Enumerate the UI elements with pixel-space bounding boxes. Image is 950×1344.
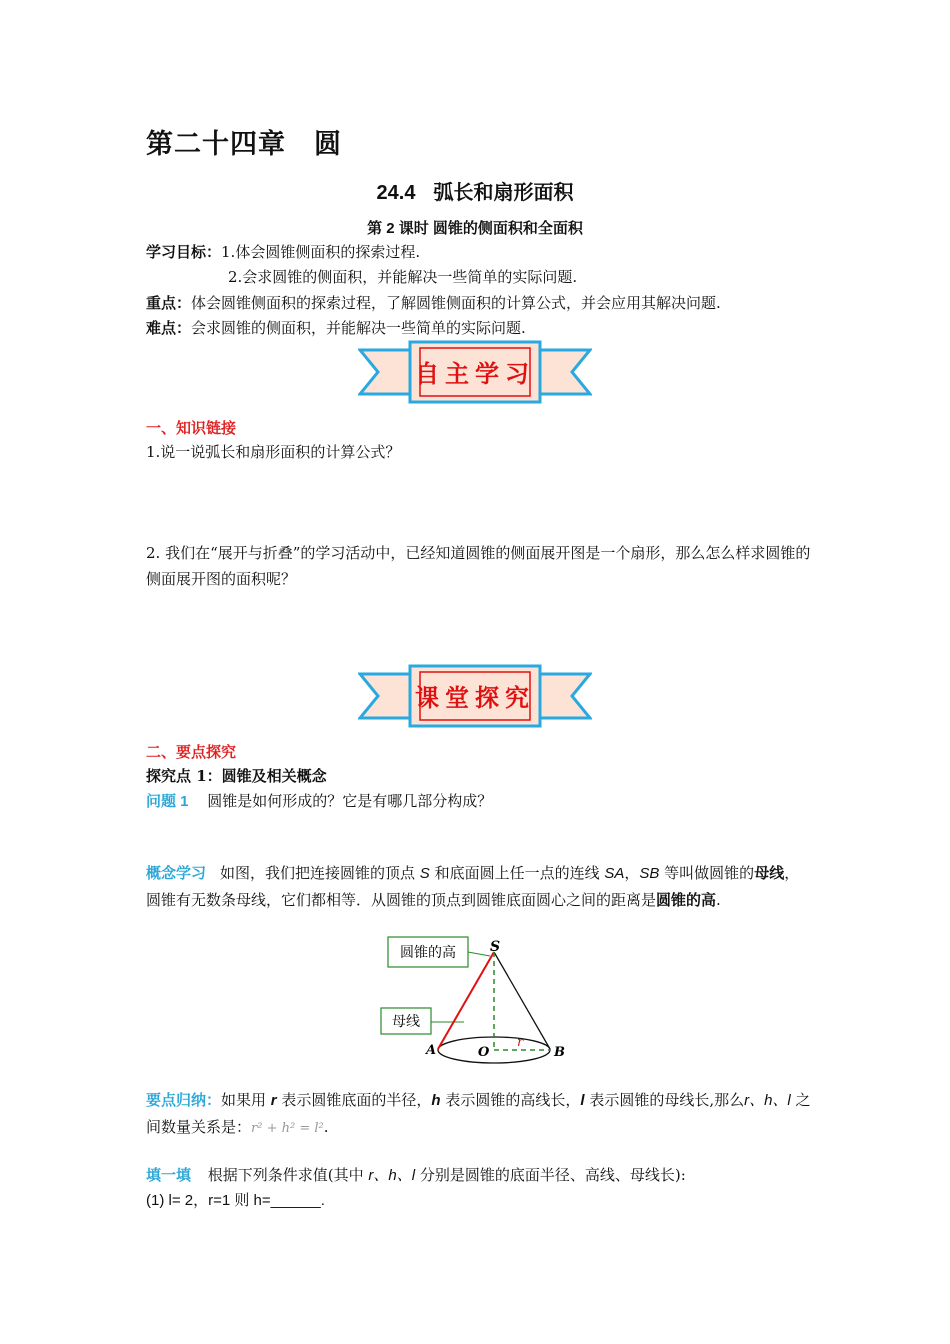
summary-text-d: 表示圆锥的母线长,那么 bbox=[584, 1091, 745, 1109]
section-title bbox=[0, 176, 950, 205]
explore-point-1: 探究点 1：圆锥及相关概念 bbox=[146, 767, 327, 785]
goals-label: 学习目标： bbox=[146, 243, 222, 261]
concept-text-b: 和底面圆上任一点的连线 bbox=[429, 864, 605, 882]
difficulty-text: 会求圆锥的侧面积，并能解决一些简单的实际问题. bbox=[191, 319, 526, 337]
cone-diagram bbox=[378, 932, 578, 1066]
concept-paragraph bbox=[146, 860, 811, 913]
vertex-S: S bbox=[490, 939, 501, 955]
summary-h: h bbox=[431, 1092, 441, 1109]
summary-end: . bbox=[323, 1118, 329, 1136]
summary-text-a: 如果用 bbox=[221, 1091, 271, 1109]
height-label: 圆锥的高 bbox=[400, 945, 456, 961]
radius-r: r bbox=[517, 1035, 524, 1050]
key-point-line bbox=[146, 292, 721, 314]
banner1-text: 自主学习 bbox=[415, 360, 535, 388]
concept-bold-generatrix: 母线 bbox=[754, 864, 785, 882]
part1-question-1: 1.说一说弧长和扇形面积的计算公式？ bbox=[146, 443, 401, 461]
generatrix-label: 母线 bbox=[392, 1014, 420, 1030]
concept-S: S bbox=[419, 865, 430, 882]
concept-text-d: 等叫做圆锥的 bbox=[659, 864, 755, 882]
fill-line bbox=[146, 1164, 686, 1187]
summary-label: 要点归纳： bbox=[146, 1091, 222, 1109]
fill-item-1: (1) l= 2，r=1 则 h=______. bbox=[146, 1192, 325, 1209]
point-A: A bbox=[426, 1043, 437, 1058]
banner2-text: 课堂探究 bbox=[415, 684, 535, 712]
summary-l: l bbox=[580, 1092, 585, 1109]
section-name: 弧长和扇形面积 bbox=[433, 180, 574, 204]
concept-SB: SB bbox=[639, 865, 660, 882]
problem-1 bbox=[146, 790, 492, 813]
concept-label: 概念学习 bbox=[146, 864, 207, 882]
concept-text-f: . bbox=[716, 891, 721, 909]
goals-item-2: 2.会求圆锥的侧面积，并能解决一些简单的实际问题. bbox=[228, 268, 578, 286]
summary-text-e: 之间数量关系是： bbox=[146, 1091, 811, 1136]
goals-item-1: 1.体会圆锥侧面积的探索过程. bbox=[221, 243, 421, 261]
concept-bold-height: 圆锥的高 bbox=[656, 891, 717, 909]
summary-paragraph bbox=[146, 1087, 811, 1142]
difficulty-line bbox=[146, 317, 526, 339]
part2-heading: 二、要点探究 bbox=[146, 743, 237, 761]
class-explore-banner bbox=[358, 662, 592, 730]
summary-text-b: 表示圆锥底面的半径， bbox=[276, 1091, 432, 1109]
concept-text-e: ，圆锥有无数条母线，它们都相等．从圆锥的顶点到圆锥底面圆心之间的距离是 bbox=[146, 864, 800, 909]
summary-text-c: 表示圆锥的高线长， bbox=[440, 1091, 581, 1109]
part1-question-2: 2. 我们在“展开与折叠”的学习活动中，已经知道圆锥的侧面展开图是一个扇形，那么怎么样求圆锥的侧面展开图的面积呢？ bbox=[146, 544, 811, 588]
key-point-label: 重点： bbox=[146, 294, 192, 312]
concept-text-a: 如图，我们把连接圆锥的顶点 bbox=[220, 864, 420, 882]
summary-vars: r、h、l bbox=[744, 1092, 791, 1109]
point-B: B bbox=[554, 1045, 565, 1060]
part1-heading: 一、知识链接 bbox=[146, 419, 237, 437]
problem-1-text: 圆锥是如何形成的？它是有哪几部分构成？ bbox=[207, 792, 493, 810]
chapter-title: 第二十四章 圆 bbox=[146, 129, 342, 160]
summary-r: r bbox=[270, 1092, 277, 1109]
goals-line-1 bbox=[146, 241, 420, 263]
fill-label: 填一填 bbox=[146, 1166, 192, 1184]
key-point-text: 体会圆锥侧面积的探索过程，了解圆锥侧面积的计算公式，并会应用其解决问题. bbox=[191, 294, 721, 312]
height-pointer bbox=[468, 952, 490, 956]
concept-text-c: ， bbox=[624, 864, 640, 882]
concept-SA: SA bbox=[604, 865, 625, 882]
lesson-title: 第 2 课时 圆锥的侧面积和全面积 bbox=[367, 220, 583, 237]
center-O: O bbox=[478, 1045, 490, 1060]
difficulty-label: 难点： bbox=[146, 319, 192, 337]
problem-1-label: 问题 1 bbox=[146, 793, 189, 810]
fill-vars: r、h、l bbox=[368, 1167, 416, 1184]
fill-text-a: 根据下列条件求值(其中 bbox=[207, 1166, 369, 1184]
fill-text-b: 分别是圆锥的底面半径、高线、母线长): bbox=[415, 1166, 686, 1184]
section-number: 24.4 bbox=[376, 182, 416, 204]
summary-formula: r² + h² = l² bbox=[251, 1121, 324, 1136]
self-study-banner bbox=[358, 338, 592, 406]
